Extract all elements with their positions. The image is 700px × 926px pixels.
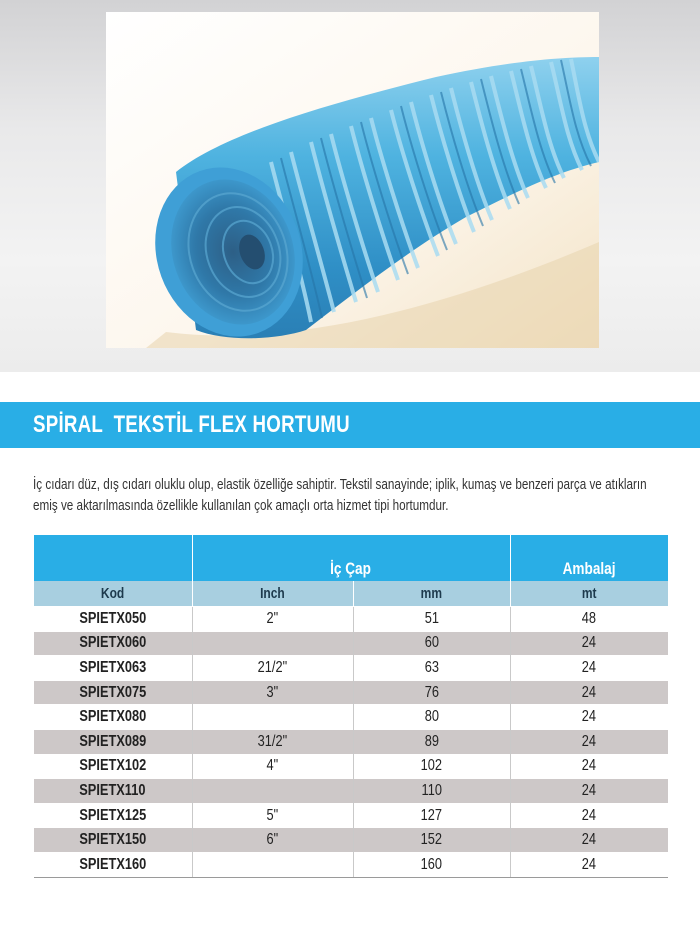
cell-mt: 24	[510, 803, 668, 828]
cell-kod: SPIETX160	[34, 852, 192, 877]
description-line-2: emiş ve aktarılmasında özellikle kullanılan çok amaçlı orta hizmet tipi hortumdur.	[33, 497, 449, 514]
table-row	[34, 656, 668, 681]
table-row	[34, 729, 668, 754]
column-header-mt: mt	[510, 581, 668, 607]
cell-inch: 3"	[192, 680, 353, 705]
spec-table	[34, 535, 668, 878]
cell-mm: 127	[353, 803, 510, 828]
product-photo	[106, 12, 599, 348]
title-bar	[0, 402, 700, 448]
cell-inch: 5"	[192, 803, 353, 828]
photo-band	[0, 0, 700, 372]
table-row	[34, 754, 668, 779]
cell-mt: 24	[510, 680, 668, 705]
cell-mm: 76	[353, 680, 510, 705]
column-header-mm: mm	[353, 581, 510, 607]
cell-inch	[192, 852, 353, 877]
cell-kod: SPIETX089	[34, 729, 192, 754]
cell-mt: 24	[510, 828, 668, 853]
group-header-empty	[34, 535, 192, 581]
cell-inch	[192, 631, 353, 656]
cell-mm: 152	[353, 828, 510, 853]
column-header-inch: Inch	[192, 581, 353, 607]
cell-mt: 24	[510, 852, 668, 877]
table-row	[34, 631, 668, 656]
cell-kod: SPIETX063	[34, 656, 192, 681]
table-row	[34, 779, 668, 804]
cell-mt: 24	[510, 631, 668, 656]
cell-kod: SPIETX110	[34, 779, 192, 804]
cell-inch	[192, 779, 353, 804]
cell-inch	[192, 705, 353, 730]
cell-mt: 24	[510, 705, 668, 730]
spiral-hose-illustration	[106, 12, 599, 348]
cell-kod: SPIETX102	[34, 754, 192, 779]
group-header-ic-cap: İç Çap	[192, 535, 510, 581]
cell-kod: SPIETX150	[34, 828, 192, 853]
table-row	[34, 803, 668, 828]
cell-mt: 24	[510, 656, 668, 681]
column-header-kod: Kod	[34, 581, 192, 607]
cell-inch: 21/2"	[192, 656, 353, 681]
cell-mm: 89	[353, 729, 510, 754]
cell-mt: 24	[510, 729, 668, 754]
product-description	[33, 474, 680, 516]
table-group-header	[34, 535, 668, 581]
cell-kod: SPIETX060	[34, 631, 192, 656]
cell-inch: 2"	[192, 607, 353, 632]
table-row	[34, 705, 668, 730]
group-header-ambalaj: Ambalaj	[510, 535, 668, 581]
cell-mm: 160	[353, 852, 510, 877]
cell-inch: 6"	[192, 828, 353, 853]
cell-kod: SPIETX080	[34, 705, 192, 730]
cell-mm: 102	[353, 754, 510, 779]
cell-mm: 80	[353, 705, 510, 730]
cell-mm: 63	[353, 656, 510, 681]
cell-kod: SPIETX125	[34, 803, 192, 828]
cell-mt: 24	[510, 754, 668, 779]
cell-mt: 48	[510, 607, 668, 632]
product-title: SPİRAL TEKSTİL FLEX HORTUMU	[33, 411, 350, 438]
table-row	[34, 828, 668, 853]
table-row	[34, 607, 668, 632]
table-body	[34, 607, 668, 878]
cell-kod: SPIETX050	[34, 607, 192, 632]
cell-mm: 110	[353, 779, 510, 804]
cell-mm: 60	[353, 631, 510, 656]
table-row	[34, 852, 668, 877]
description-line-1: İç cıdarı düz, dış cıdarı oluklu olup, elastik özelliğe sahiptir. Tekstil sanayinde; iplik, kumaş ve benzeri parça ve atıkların	[33, 476, 647, 493]
cell-mm: 51	[353, 607, 510, 632]
cell-inch: 31/2"	[192, 729, 353, 754]
cell-kod: SPIETX075	[34, 680, 192, 705]
table-row	[34, 680, 668, 705]
table-column-header	[34, 581, 668, 607]
cell-mt: 24	[510, 779, 668, 804]
cell-inch: 4"	[192, 754, 353, 779]
